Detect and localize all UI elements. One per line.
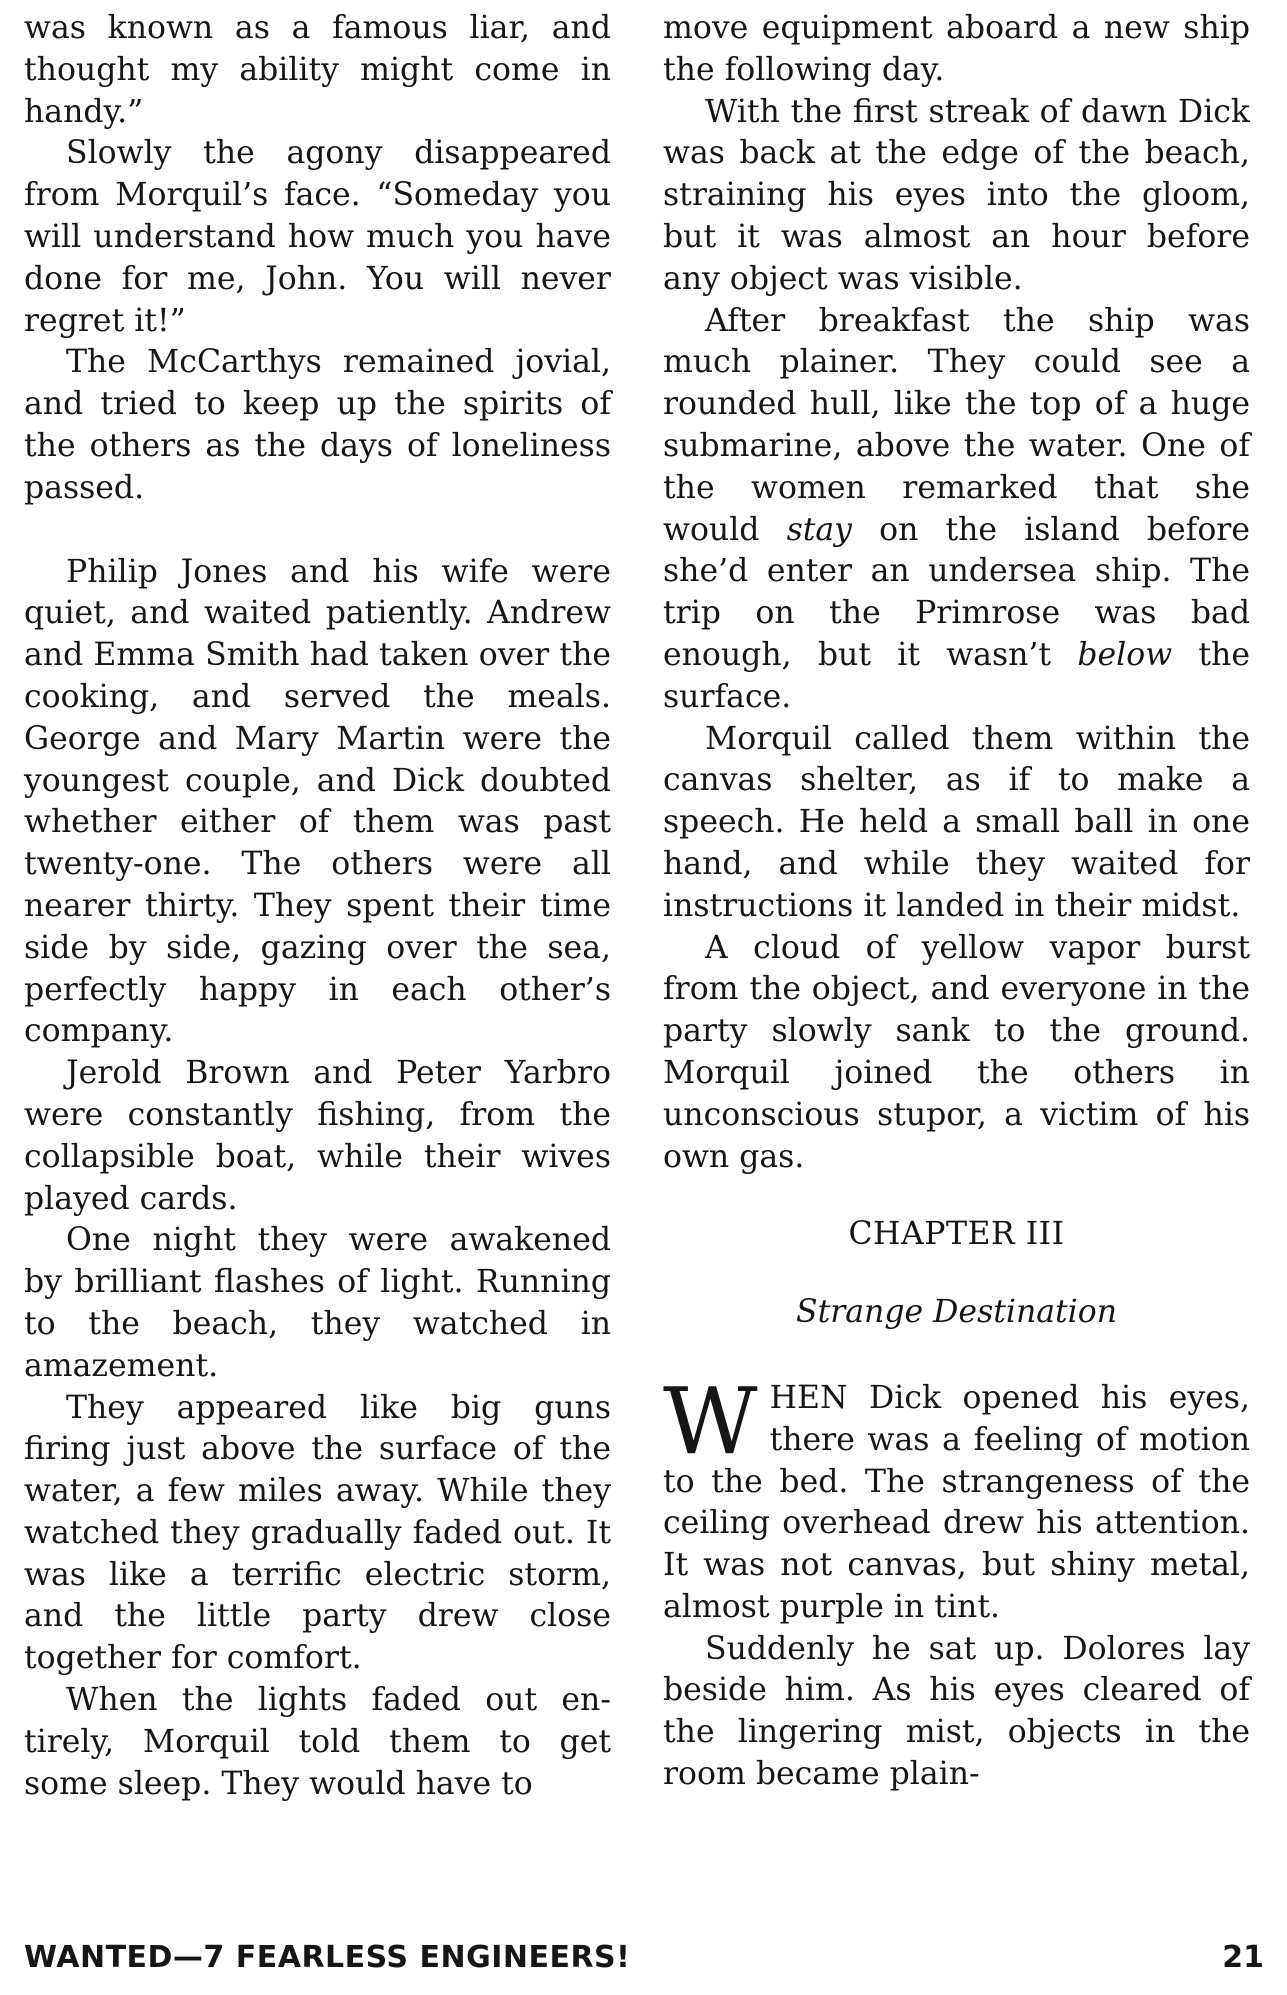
running-title: WANTED—7 FEARLESS ENGINEERS! <box>24 1940 631 1975</box>
text-run: on the island before she’d enter an undersea ship. The trip on the Primrose was bad enough, but it wasn’t <box>663 511 1250 673</box>
paragraph: Suddenly he sat up. Dolores lay beside him. As his eyes cleared of the lingering mist, objects in the room became plain- <box>663 1630 1250 1793</box>
emphasis: stay <box>786 511 852 548</box>
paragraph: The McCarthys remained jovial, and tried to keep up the spirits of the others as the days of loneliness passed. <box>24 344 611 506</box>
paragraph: move equipment aboard a new ship the following day. <box>663 10 1250 88</box>
paragraph-with-dropcap <box>663 1367 1250 1629</box>
paragraph: Jerold Brown and Peter Yarbro were constantly fishing, from the collapsible boat, while their wives played cards. <box>24 1055 611 1217</box>
page-footer <box>24 1938 1264 1978</box>
drop-cap: W <box>663 1367 758 1475</box>
paragraph: One night they were awakened by brilliant flashes of light. Running to the beach, they watched in amazement. <box>24 1222 611 1384</box>
paragraph: They appeared like big guns firing just above the surface of the water, a few miles away. While they watched they gradually faded out. It was like a terrific electric storm, and the little party drew close together for comfort. <box>24 1389 611 1677</box>
paragraph: With the first streak of dawn Dick was back at the edge of the beach, straining his eyes into the gloom, but it was almost an hour before any object was visible. <box>663 93 1250 297</box>
text-run: After breakfast the ship was much plainer. They could see a rounded hull, like the top of a huge submarine, above the water. One of the women remarked that she would <box>663 302 1250 548</box>
paragraph: Slowly the agony disappeared from Morquil’s face. “Someday you will understand how much you have done for me, John. You will never regret it!” <box>24 135 611 339</box>
emphasis: below <box>1077 636 1173 673</box>
paragraph: Morquil called them within the canvas shelter, as if to make a speech. He held a small ball in one hand, and while they waited for instructions it landed in their midst. <box>663 720 1250 924</box>
chapter-heading: CHAPTER III <box>848 1216 1065 1253</box>
paragraph: When the lights faded out entirely, Morquil told them to get some sleep. They would have to <box>24 1682 611 1802</box>
chapter-subtitle: Strange Destination <box>795 1294 1118 1331</box>
section-break <box>24 510 611 552</box>
page-number: 21 <box>1222 1940 1264 1975</box>
paragraph: A cloud of yellow vapor burst from the object, and everyone in the party slowly sank to the ground. Morquil joined the others in unconscious stupor, a victim of his own gas. <box>663 929 1250 1175</box>
right-column <box>663 8 1250 1908</box>
paragraph: was known as a famous liar, and thought my ability might come in handy.” <box>24 10 611 130</box>
page <box>24 8 1264 1908</box>
paragraph <box>663 301 1250 719</box>
paragraph: Philip Jones and his wife were quiet, and waited patiently. Andrew and Emma Smith had taken over the cooking, and served the meals. George and Mary Martin were the youngest couple, and Dick doubted whether either of them was past twenty-one. The others were all nearer thirty. They spent their time side by side, gazing over the sea, perfectly happy in each other’s company. <box>24 553 611 1050</box>
text-run: the surface. <box>663 636 1250 715</box>
left-column <box>24 8 611 1908</box>
text-run: HEN Dick opened his eyes, there was a feeling of motion to the bed. The strangeness of the ceiling overhead drew his attention. It was not canvas, but shiny metal, almost purple in tint. <box>663 1379 1250 1625</box>
